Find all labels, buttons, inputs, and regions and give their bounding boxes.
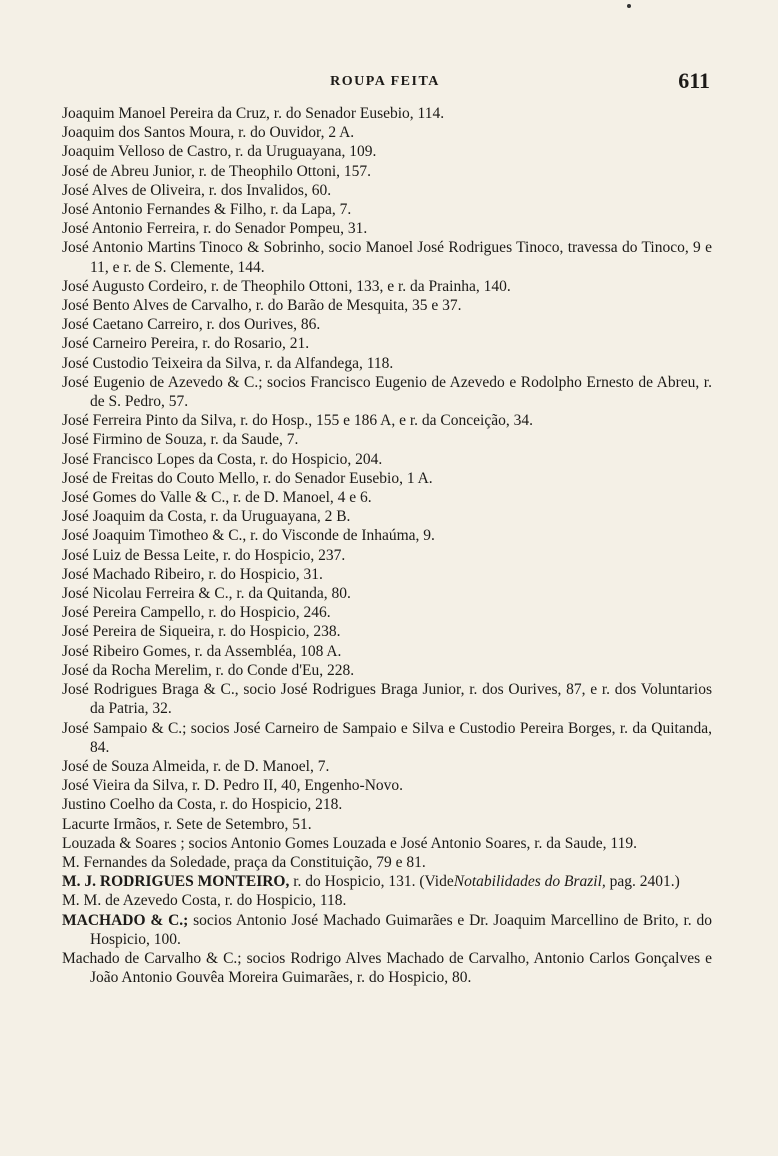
list-item: José Antonio Martins Tinoco & Sobrinho, socio Manoel José Rodrigues Tinoco, travessa do Tinoco, 9 e 11, e r. de S. Clemente, 144.	[62, 239, 712, 276]
list-item: José Firmino de Souza, r. da Saude, 7.	[62, 431, 299, 449]
list-item: José Nicolau Ferreira & C., r. da Quitanda, 80.	[62, 585, 351, 603]
page-number: 611	[678, 68, 710, 93]
list-item: José Machado Ribeiro, r. do Hospicio, 31.	[62, 565, 323, 583]
list-item: M. Fernandes da Soledade, praça da Constituição, 79 e 81.	[62, 853, 426, 871]
list-item: Justino Coelho da Costa, r. do Hospicio, 218.	[62, 796, 343, 814]
list-item: José Custodio Teixeira da Silva, r. da Alfandega, 118.	[62, 354, 394, 372]
list-item: José Gomes do Valle & C., r. de D. Manoel, 4 e 6.	[62, 489, 372, 507]
list-item: Joaquim Velloso de Castro, r. da Uruguayana, 109.	[62, 143, 377, 161]
list-item: José Bento Alves de Carvalho, r. do Barão de Mesquita, 35 e 37.	[62, 297, 462, 315]
list-item: M. M. de Azevedo Costa, r. do Hospicio, 118.	[62, 892, 347, 910]
entry-reference: Notabilidades do Brazil,	[453, 873, 606, 891]
page-header	[60, 68, 710, 98]
list-item: José Francisco Lopes da Costa, r. do Hospicio, 204.	[62, 450, 383, 468]
list-item: José Vieira da Silva, r. D. Pedro II, 40, Engenho-Novo.	[62, 777, 404, 795]
entry-details: socios Antonio José Machado Guimarães e Dr. Joaquim Marcellino de Brito, r. do Hospicio, 100.	[90, 911, 712, 948]
list-item: José Antonio Fernandes & Filho, r. da Lapa, 7.	[62, 201, 352, 219]
list-item: José Caetano Carreiro, r. dos Ourives, 86.	[62, 316, 321, 334]
list-item: José Augusto Cordeiro, r. de Theophilo Ottoni, 133, e r. da Prainha, 140.	[62, 277, 511, 295]
list-item: José Rodrigues Braga & C., socio José Rodrigues Braga Junior, r. dos Ourives, 87, e r. dos Voluntarios da Patria, 32.	[62, 681, 712, 718]
list-item: Joaquim Manoel Pereira da Cruz, r. do Senador Eusebio, 114.	[62, 105, 445, 122]
page-title: ROUPA FEITA	[330, 74, 440, 89]
list-item: José de Souza Almeida, r. de D. Manoel, 7.	[62, 757, 330, 775]
list-item: José da Rocha Merelim, r. do Conde d'Eu, 228.	[62, 661, 355, 679]
list-item-machado	[62, 911, 712, 949]
list-item: José Joaquim da Costa, r. da Uruguayana, 2 B.	[62, 508, 351, 526]
list-item: Machado de Carvalho & C.; socios Rodrigo Alves Machado de Carvalho, Antonio Carlos Gonçalves e João Antonio Gouvêa Moreira Guimarães, r. do Hospicio, 80.	[62, 949, 712, 987]
list-item: Joaquim dos Santos Moura, r. do Ouvidor, 2 A.	[62, 124, 355, 142]
list-item-rodrigues-monteiro	[62, 872, 712, 891]
entry-name: MACHADO & C.;	[62, 911, 189, 929]
list-item: Lacurte Irmãos, r. Sete de Setembro, 51.	[62, 815, 312, 833]
list-item: José Alves de Oliveira, r. dos Invalidos, 60.	[62, 181, 332, 199]
list-item: José Eugenio de Azevedo & C.; socios Francisco Eugenio de Azevedo e Rodolpho Ernesto de Abreu, r. de S. Pedro, 57.	[62, 373, 712, 411]
directory-entries	[62, 104, 712, 987]
list-item: José Sampaio & C.; socios José Carneiro de Sampaio e Silva e Custodio Pereira Borges, r. da Quitanda, 84.	[62, 719, 712, 756]
print-speck	[627, 4, 631, 8]
list-item: José Luiz de Bessa Leite, r. do Hospicio, 237.	[62, 546, 346, 564]
entry-name: M. J. RODRIGUES MONTEIRO,	[62, 873, 290, 891]
list-item: José Carneiro Pereira, r. do Rosario, 21.	[62, 335, 310, 353]
list-item: José Antonio Ferreira, r. do Senador Pompeu, 31.	[62, 220, 368, 238]
entry-page-ref: pag. 2401.)	[605, 873, 680, 891]
list-item: José de Freitas do Couto Mello, r. do Senador Eusebio, 1 A.	[62, 469, 433, 487]
list-item: José Ferreira Pinto da Silva, r. do Hosp., 155 e 186 A, e r. da Conceição, 34.	[62, 412, 533, 430]
entry-address: r. do Hospicio, 131. (Vide	[289, 873, 454, 891]
list-item: José Ribeiro Gomes, r. da Assembléa, 108 A.	[62, 642, 342, 660]
list-item: Louzada & Soares ; socios Antonio Gomes Louzada e José Antonio Soares, r. da Saude, 119.	[62, 834, 637, 852]
list-item: José Joaquim Timotheo & C., r. do Visconde de Inhaúma, 9.	[62, 527, 435, 545]
list-item: José Pereira de Siqueira, r. do Hospicio, 238.	[62, 623, 341, 641]
list-item: José Pereira Campello, r. do Hospicio, 246.	[62, 604, 331, 622]
list-item: José de Abreu Junior, r. de Theophilo Ottoni, 157.	[62, 162, 372, 180]
